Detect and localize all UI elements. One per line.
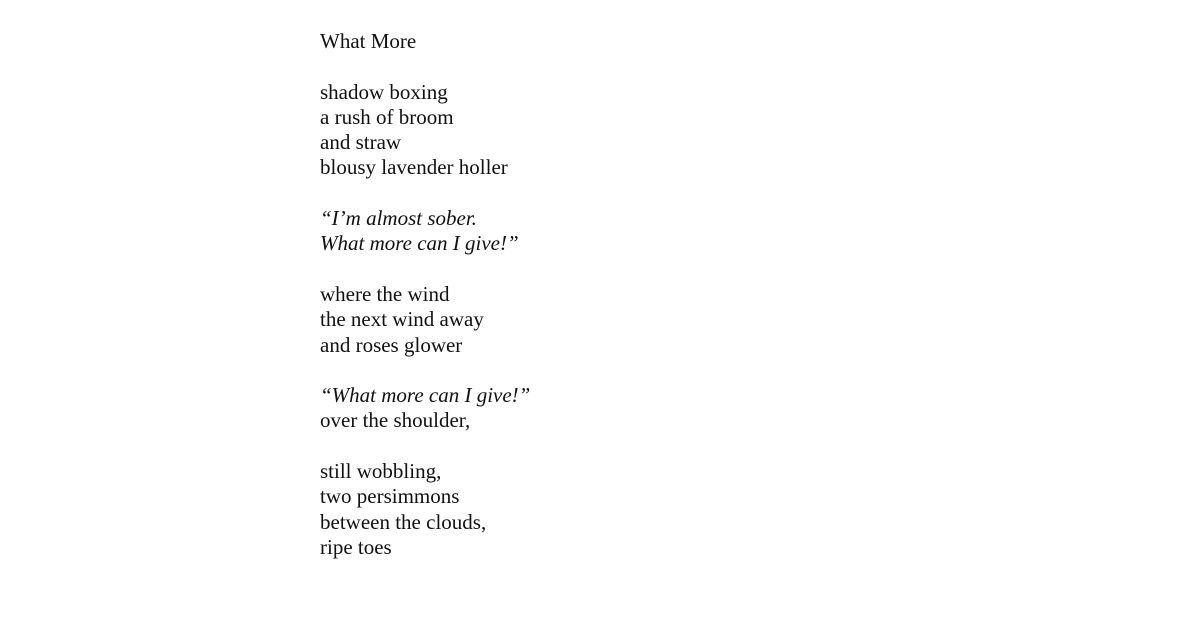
poem-line: blousy lavender holler bbox=[320, 155, 508, 180]
stanza-break bbox=[320, 257, 530, 282]
poem-line: shadow boxing bbox=[320, 79, 448, 104]
poem bbox=[320, 29, 530, 560]
stanza-5 bbox=[320, 459, 530, 560]
poem-line-italic: What more can I give!” bbox=[320, 231, 519, 256]
poem-line: and straw bbox=[320, 130, 402, 155]
poem-line: where the wind bbox=[320, 281, 450, 306]
poem-line-italic: “What more can I give!” bbox=[320, 383, 531, 408]
poem-line: a rush of broom bbox=[320, 104, 454, 129]
stanza-1 bbox=[320, 80, 530, 181]
stanza-break bbox=[320, 54, 530, 79]
poem-line-italic: “I’m almost sober. bbox=[320, 206, 477, 231]
poem-line: still wobbling, bbox=[320, 459, 442, 484]
poem-title: What More bbox=[320, 29, 417, 53]
stanza-4 bbox=[320, 383, 530, 434]
poem-line: two persimmons bbox=[320, 484, 460, 509]
stanza-break bbox=[320, 434, 530, 459]
poem-line: over the shoulder, bbox=[320, 408, 471, 433]
poem-line: the next wind away bbox=[320, 307, 484, 332]
poem-line: ripe toes bbox=[320, 534, 392, 559]
stanza-break bbox=[320, 181, 530, 206]
poem-line: between the clouds, bbox=[320, 509, 487, 534]
stanza-3 bbox=[320, 282, 530, 358]
stanza-2 bbox=[320, 206, 530, 257]
stanza-break bbox=[320, 358, 530, 383]
poem-line: and roses glower bbox=[320, 332, 463, 357]
